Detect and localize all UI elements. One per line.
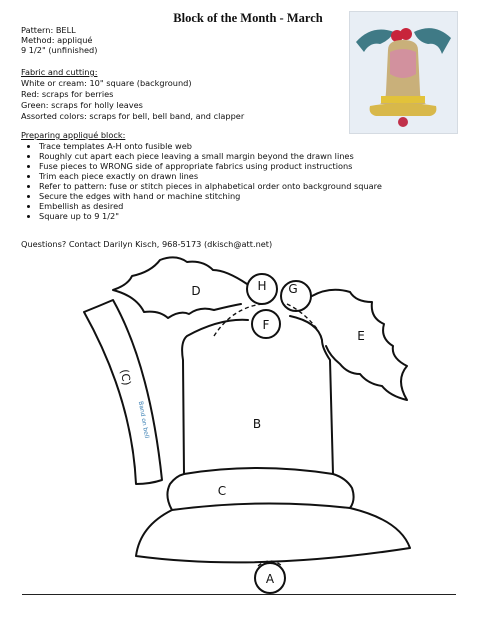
fabric-line: Green: scraps for holly leaves [21, 100, 143, 110]
label-f: F [262, 318, 270, 332]
step-item: • Fuse pieces to WRONG side of appropriate fabrics using product instructions [39, 161, 382, 171]
step-item: • Trim each piece exactly on drawn lines [39, 171, 382, 181]
label-g: G [288, 282, 298, 296]
step-item: • Secure the edges with hand or machine stitching [39, 191, 382, 201]
label-h: H [257, 279, 267, 293]
prep-heading: Preparing appliqué block: [21, 130, 126, 140]
bell-body-b [182, 316, 333, 474]
label-b: B [252, 417, 262, 431]
size-line: 9 1/2" (unfinished) [21, 45, 98, 55]
step-item: • Square up to 9 1/2" [39, 211, 382, 221]
fabric-line: Red: scraps for berries [21, 89, 114, 99]
step-item: • Refer to pattern: fuse or stitch pieces in alphabetical order onto background square [39, 181, 382, 191]
bottom-rule [22, 594, 456, 595]
holly-leaf-e [312, 290, 407, 400]
label-d: D [191, 284, 201, 298]
label-a: A [265, 572, 275, 586]
pattern-line: Pattern: BELL [21, 25, 76, 35]
label-side-band: (C) [117, 368, 134, 387]
step-item: • Roughly cut apart each piece leaving a small margin beyond the drawn lines [39, 151, 382, 161]
contact-line: Questions? Contact Darilyn Kisch, 968-5173 (dkisch@att.net) [21, 239, 273, 249]
bell-band-c [167, 468, 353, 510]
method-line: Method: appliqué [21, 35, 93, 45]
fabric-line: Assorted colors: scraps for bell, bell band, and clapper [21, 111, 245, 121]
fabric-heading: Fabric and cutting: [21, 67, 98, 77]
fabric-line: White or cream: 10" square (background) [21, 78, 192, 88]
label-c: C [217, 484, 227, 498]
holly-leaf-d [113, 257, 247, 318]
page-title: Block of the Month - March [173, 11, 323, 25]
step-item: • Trace templates A-H onto fusible web [39, 141, 382, 151]
step-item: • Embellish as desired [39, 201, 382, 211]
side-band-c [84, 300, 162, 484]
label-e: E [357, 329, 365, 343]
band-note: Band on bell [136, 400, 151, 439]
bell-flare [136, 508, 410, 562]
